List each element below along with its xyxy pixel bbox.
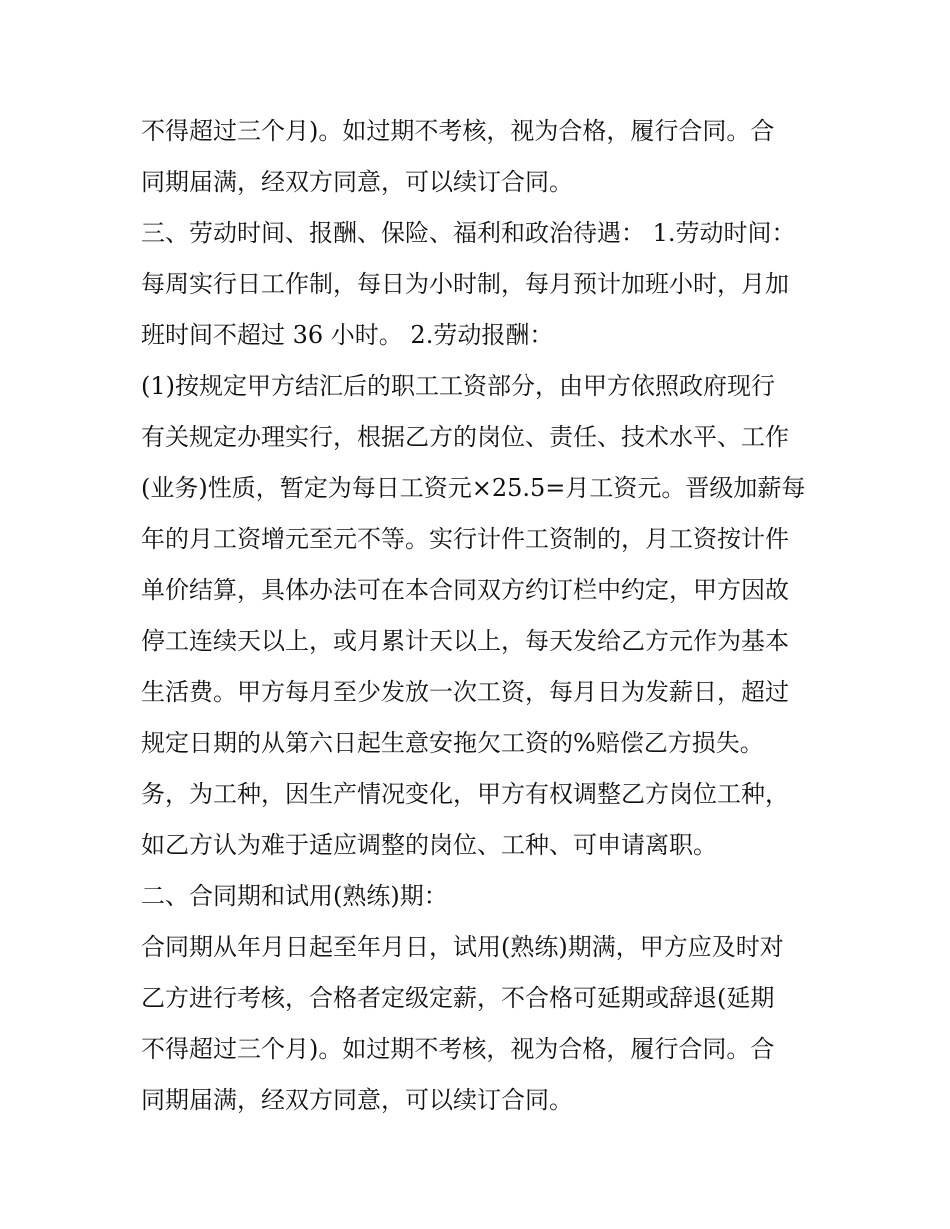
text-line: 停工连续天以上，或月累计天以上，每天发给乙方元作为基本 xyxy=(141,627,789,655)
text-line: 同期届满，经双方同意，可以续订合同。 xyxy=(141,1086,573,1114)
text-line: 乙方进行考核，合格者定级定薪，不合格可延期或辞退(延期 xyxy=(141,984,775,1012)
text-line: (1)按规定甲方结汇后的职工工资部分，由甲方依照政府现行 xyxy=(141,372,775,400)
text-line: 务，为工种，因生产情况变化，甲方有权调整乙方岗位工种， xyxy=(141,780,789,808)
section-heading-line: 三、劳动时间、报酬、保险、福利和政治待遇： 1.劳动时间： xyxy=(141,219,796,247)
text-line: 年的月工资增元至元不等。实行计件工资制的，月工资按计件 xyxy=(141,525,789,553)
text-line: 每周实行日工作制，每日为小时制，每月预计加班小时，月加 xyxy=(141,270,789,298)
text-line: 同期届满，经双方同意，可以续订合同。 xyxy=(141,168,573,196)
text-line: 不得超过三个月)。如过期不考核，视为合格，履行合同。合 xyxy=(141,1035,775,1063)
section-heading-line: 二、合同期和试用(熟练)期： xyxy=(141,882,448,910)
text-line: 合同期从年月日起至年月日，试用(熟练)期满，甲方应及时对 xyxy=(141,933,784,961)
text-line: (业务)性质，暂定为每日工资元×25.5=月工资元。晋级加薪每 xyxy=(141,474,806,502)
text-line: 班时间不超过 36 小时。 2.劳动报酬： xyxy=(141,321,554,349)
text-line: 生活费。甲方每月至少发放一次工资，每月日为发薪日，超过 xyxy=(141,678,789,706)
text-line: 单价结算，具体办法可在本合同双方约订栏中约定，甲方因故 xyxy=(141,576,789,604)
text-line: 有关规定办理实行，根据乙方的岗位、责任、技术水平、工作 xyxy=(141,423,789,451)
text-line: 如乙方认为难于适应调整的岗位、工种、可申请离职。 xyxy=(141,831,717,859)
text-line: 规定日期的从第六日起生意安拖欠工资的%赔偿乙方损失。 xyxy=(141,729,764,757)
document-body xyxy=(141,106,821,1126)
text-line: 不得超过三个月)。如过期不考核，视为合格，履行合同。合 xyxy=(141,117,775,145)
